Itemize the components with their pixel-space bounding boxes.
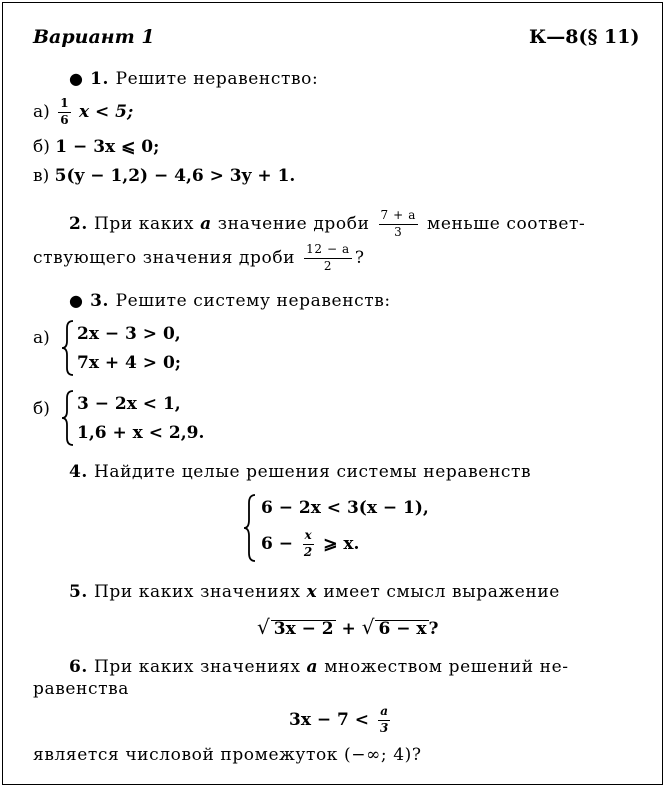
task-5-variable: x bbox=[306, 582, 318, 602]
fraction-denominator: 6 bbox=[60, 112, 69, 127]
sqrt-1 bbox=[257, 617, 336, 638]
sqrt-icon: √ bbox=[361, 615, 375, 639]
fraction-numerator: 12 − a bbox=[304, 243, 352, 259]
task-5-number: 5. bbox=[69, 582, 88, 602]
task-5-text: При каких значениях bbox=[93, 582, 301, 602]
task-1-a-expression: x < 5; bbox=[78, 101, 134, 122]
bullet-icon: ● bbox=[69, 69, 84, 88]
fraction-denominator: 3 bbox=[379, 720, 389, 735]
task-4-title: Найдите целые решения системы неравенств bbox=[93, 462, 532, 482]
task-1-c bbox=[33, 168, 295, 185]
task-1-heading bbox=[69, 71, 318, 88]
fraction-numerator: 1 bbox=[58, 97, 70, 113]
task-2-text: При каких bbox=[93, 213, 195, 234]
task-3-title: Решите систему неравенств: bbox=[115, 291, 391, 311]
task-6-line-3: является числовой промежуток (−∞; 4)? bbox=[33, 745, 422, 765]
task-6-line-2: равенства bbox=[33, 679, 130, 699]
fraction-denominator: 3 bbox=[394, 224, 403, 239]
task-1-c-expression: 5(y − 1,2) − 4,6 > 3y + 1. bbox=[54, 166, 296, 186]
task-6-fraction bbox=[378, 705, 390, 736]
task-4-heading bbox=[69, 464, 531, 481]
left-brace-icon bbox=[243, 493, 257, 563]
task-5-text-end: имеет смысл выражение bbox=[323, 582, 560, 602]
task-4-line-1: 6 − 2x < 3(x − 1), bbox=[261, 498, 429, 518]
task-2-text-end: меньше соответ- bbox=[427, 213, 586, 234]
task-2-text-2: ствующего значения дроби bbox=[33, 247, 296, 268]
task-3-a-label: а) bbox=[33, 328, 50, 348]
task-6-line-1 bbox=[69, 659, 569, 676]
bullet-icon: ● bbox=[69, 291, 84, 310]
task-4-line-2-end: ⩾ x. bbox=[323, 533, 360, 554]
question-mark: ? bbox=[428, 619, 439, 639]
task-6-text: При каких значениях bbox=[93, 657, 301, 677]
task-3-number: 3. bbox=[90, 291, 110, 311]
task-4-number: 4. bbox=[69, 462, 88, 482]
fraction-denominator: 2 bbox=[303, 544, 313, 559]
plus-sign: + bbox=[341, 619, 356, 639]
sqrt-2 bbox=[362, 617, 429, 638]
task-1-b-expression: 1 − 3x ⩽ 0; bbox=[55, 137, 160, 157]
task-1-a-fraction bbox=[58, 97, 70, 128]
sqrt-icon: √ bbox=[257, 615, 270, 639]
task-3-b-line-2: 1,6 + x < 2,9. bbox=[77, 423, 205, 443]
task-6-text-end: множеством решений не- bbox=[324, 657, 569, 677]
task-5-expression bbox=[257, 617, 438, 638]
task-6-number: 6. bbox=[69, 657, 88, 677]
task-2-fraction-2 bbox=[304, 243, 352, 274]
fraction-numerator: x bbox=[303, 529, 314, 545]
task-6-inequality-start: 3x − 7 < bbox=[289, 709, 370, 730]
task-1-c-label: в) bbox=[33, 166, 50, 186]
task-1-b bbox=[33, 139, 159, 156]
task-4-line-2-start: 6 − bbox=[261, 533, 293, 554]
task-3-heading bbox=[69, 293, 391, 310]
fraction-numerator: 7 + a bbox=[379, 209, 418, 225]
task-1-title: Решите неравенство: bbox=[115, 69, 319, 89]
task-2-fraction-1 bbox=[379, 209, 418, 240]
task-2-question-mark: ? bbox=[354, 247, 365, 268]
task-1-number: 1. bbox=[90, 69, 110, 89]
task-6-variable: a bbox=[306, 657, 319, 677]
task-4-line-2 bbox=[261, 529, 359, 560]
task-6-inequality bbox=[289, 705, 393, 736]
task-2-line-1 bbox=[69, 209, 585, 240]
task-3-a-line-1: 2x − 3 > 0, bbox=[77, 324, 181, 344]
worksheet-page bbox=[2, 2, 663, 785]
task-3-b-label: б) bbox=[33, 399, 50, 419]
task-2-number: 2. bbox=[69, 213, 88, 234]
radicand-2: 6 − x bbox=[375, 620, 428, 638]
task-3-b-line-1: 3 − 2x < 1, bbox=[77, 394, 181, 414]
fraction-denominator: 2 bbox=[323, 258, 333, 273]
radicand-1: 3x − 2 bbox=[271, 620, 336, 638]
fraction-numerator: a bbox=[378, 705, 390, 721]
variant-title: Вариант 1 bbox=[33, 26, 155, 48]
task-2-text-mid: значение дроби bbox=[217, 213, 370, 234]
left-brace-icon bbox=[61, 319, 75, 377]
task-1-b-label: б) bbox=[33, 137, 50, 157]
task-3-a-line-2: 7x + 4 > 0; bbox=[77, 353, 182, 373]
task-2-line-2 bbox=[33, 243, 365, 274]
task-1-a-label: а) bbox=[33, 101, 50, 122]
task-4-fraction bbox=[302, 529, 314, 560]
left-brace-icon bbox=[61, 389, 75, 447]
task-2-variable: a bbox=[200, 213, 212, 234]
task-1-a bbox=[33, 97, 133, 128]
worksheet-code: К—8(§ 11) bbox=[529, 26, 640, 48]
task-5-heading bbox=[69, 584, 560, 601]
